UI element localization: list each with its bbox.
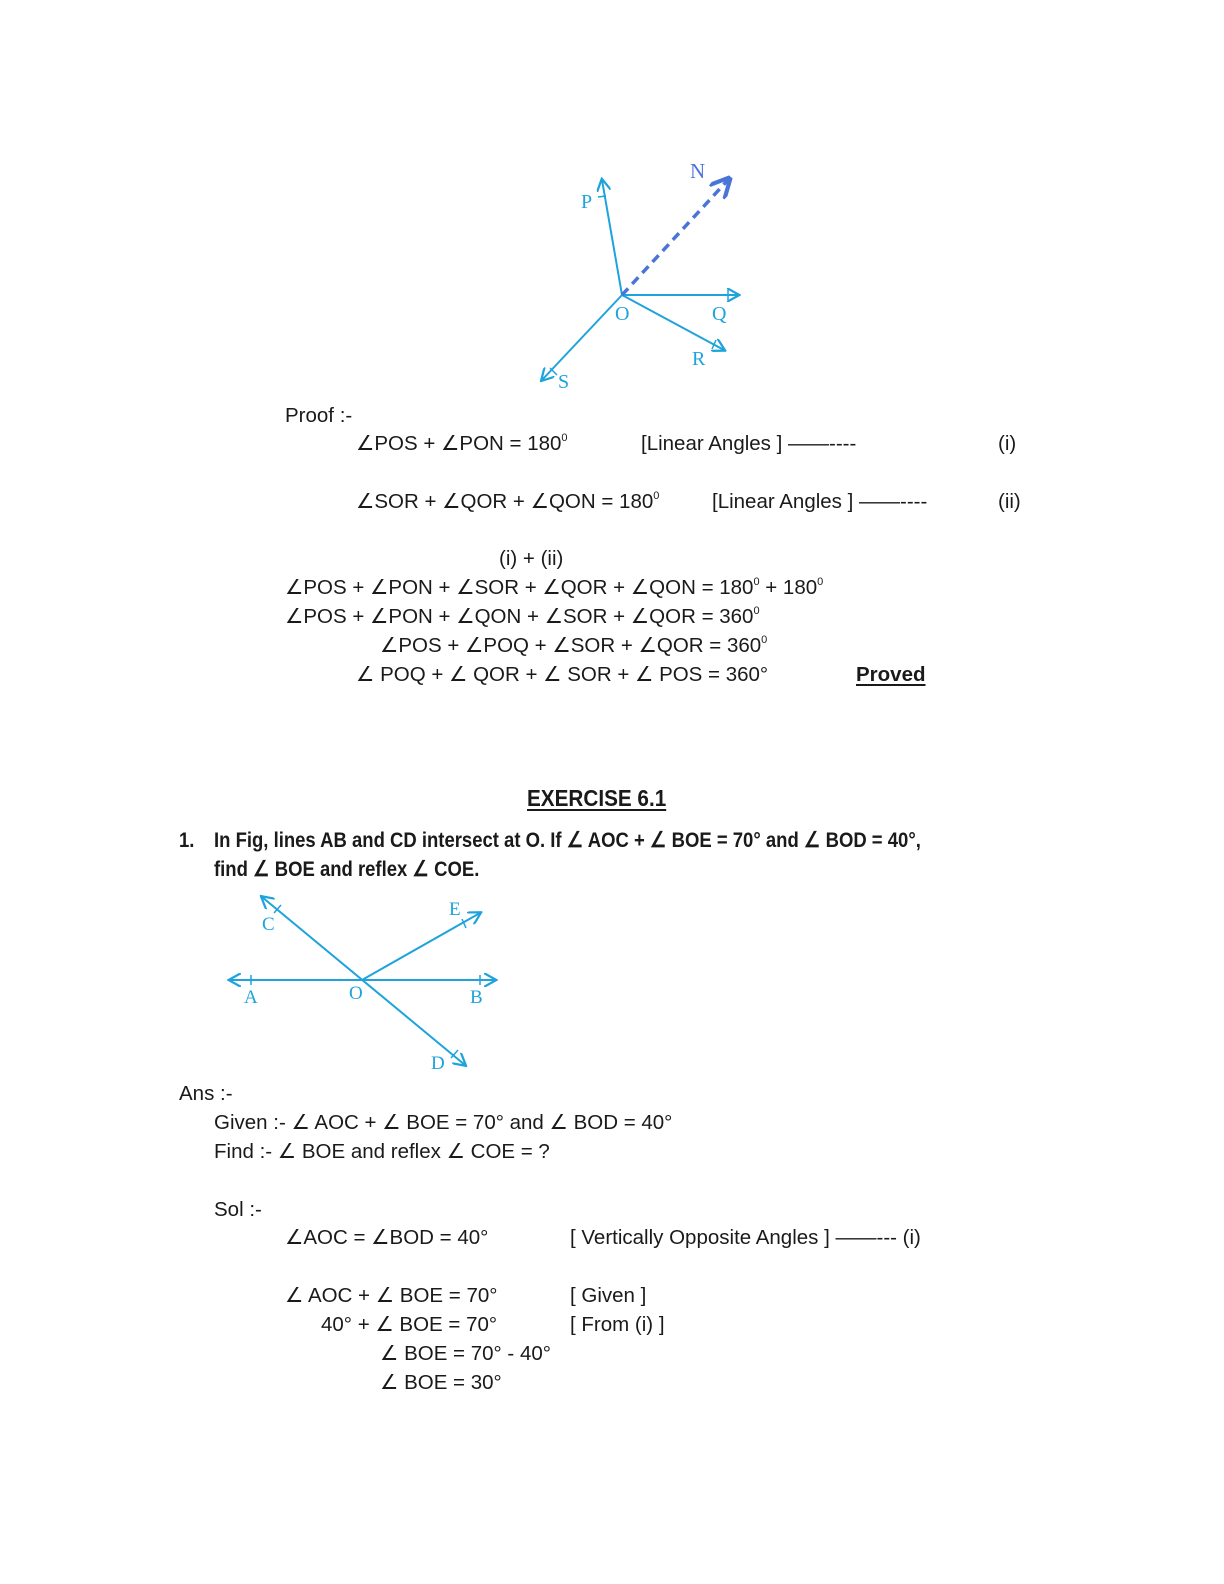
label-a: A xyxy=(244,987,258,1008)
exercise-title: EXERCISE 6.1 xyxy=(527,785,667,811)
proof-eq1-tag: (i) xyxy=(998,432,1017,455)
question-line2: find ∠ BOE and reflex ∠ COE. xyxy=(214,857,480,881)
label-d: D xyxy=(431,1053,445,1074)
answer-given: Given :- ∠ AOC + ∠ BOE = 70° and ∠ BOD = 40° xyxy=(214,1111,673,1134)
proof-line3: ∠POS + ∠POQ + ∠SOR + ∠QOR = $360^0$ xyxy=(380,634,768,657)
ray-or xyxy=(622,295,724,350)
question-line1: In Fig, lines AB and CD intersect at O. If ∠ AOC + ∠ BOE = 70° and ∠ BOD = 40°, xyxy=(214,828,921,852)
ray-on-dashed xyxy=(622,180,728,295)
proof-eq2-reason: [Linear Angles ] ——---- xyxy=(712,490,928,513)
proof-heading: Proof :- xyxy=(285,404,353,427)
label-c: C xyxy=(262,914,275,935)
step-2: ∠ AOC + ∠ BOE = 70° xyxy=(285,1284,498,1307)
eq1-lhs: ∠POS + ∠PON = 180 xyxy=(356,432,562,455)
figure-intersecting-lines xyxy=(210,885,510,1080)
label-q: Q xyxy=(712,303,727,325)
ray-os xyxy=(542,295,622,380)
ray-op xyxy=(602,180,622,295)
proof-eq1 xyxy=(356,432,568,456)
step-3: 40° + ∠ BOE = 70° xyxy=(321,1313,498,1336)
label-n: N xyxy=(690,159,706,183)
solution-heading: Sol :- xyxy=(214,1198,262,1221)
proof-eq2 xyxy=(356,490,659,514)
eq2-lhs: ∠SOR + ∠QOR + ∠QON = 180 xyxy=(356,490,654,513)
step-5: ∠ BOE = 30° xyxy=(380,1371,502,1394)
label-r: R xyxy=(692,348,706,370)
proved-label: Proved xyxy=(856,663,926,686)
proof-line4: ∠ POQ + ∠ QOR + ∠ SOR + ∠ POS = 360° xyxy=(356,663,769,686)
label-b: B xyxy=(470,987,483,1008)
proof-line2: ∠POS + ∠PON + ∠QON + ∠SOR + ∠QOR = $360^0$ xyxy=(285,605,760,628)
step-4: ∠ BOE = 70° - 40° xyxy=(380,1342,551,1365)
step-1-reason: [ Vertically Opposite Angles ] ——--- (i) xyxy=(570,1226,921,1249)
label-s: S xyxy=(558,371,570,393)
label-p: P xyxy=(581,191,593,213)
proof-combine: (i) + (ii) xyxy=(499,547,564,570)
label-e: E xyxy=(449,899,461,920)
eq2-sup: 0 xyxy=(653,490,660,502)
step-3-reason: [ From (i) ] xyxy=(570,1313,665,1336)
eq1-sup: 0 xyxy=(561,432,568,444)
proof-eq1-reason: [Linear Angles ] ——---- xyxy=(641,432,857,455)
answer-find: Find :- ∠ BOE and reflex ∠ COE = ? xyxy=(214,1140,550,1163)
answer-heading: Ans :- xyxy=(179,1082,233,1105)
figure-rays-diagram xyxy=(520,150,760,400)
label-o: O xyxy=(615,303,630,325)
question-number: 1. xyxy=(179,828,195,852)
step-1: ∠AOC = ∠BOD = 40° xyxy=(285,1226,489,1249)
step-2-reason: [ Given ] xyxy=(570,1284,647,1307)
label-o2: O xyxy=(349,983,363,1004)
proof-eq2-tag: (ii) xyxy=(998,490,1021,513)
proof-line1: ∠POS + ∠PON + ∠SOR + ∠QOR + ∠QON = $180^0 + 180^0$ xyxy=(285,576,824,599)
ray-oe xyxy=(362,913,480,980)
